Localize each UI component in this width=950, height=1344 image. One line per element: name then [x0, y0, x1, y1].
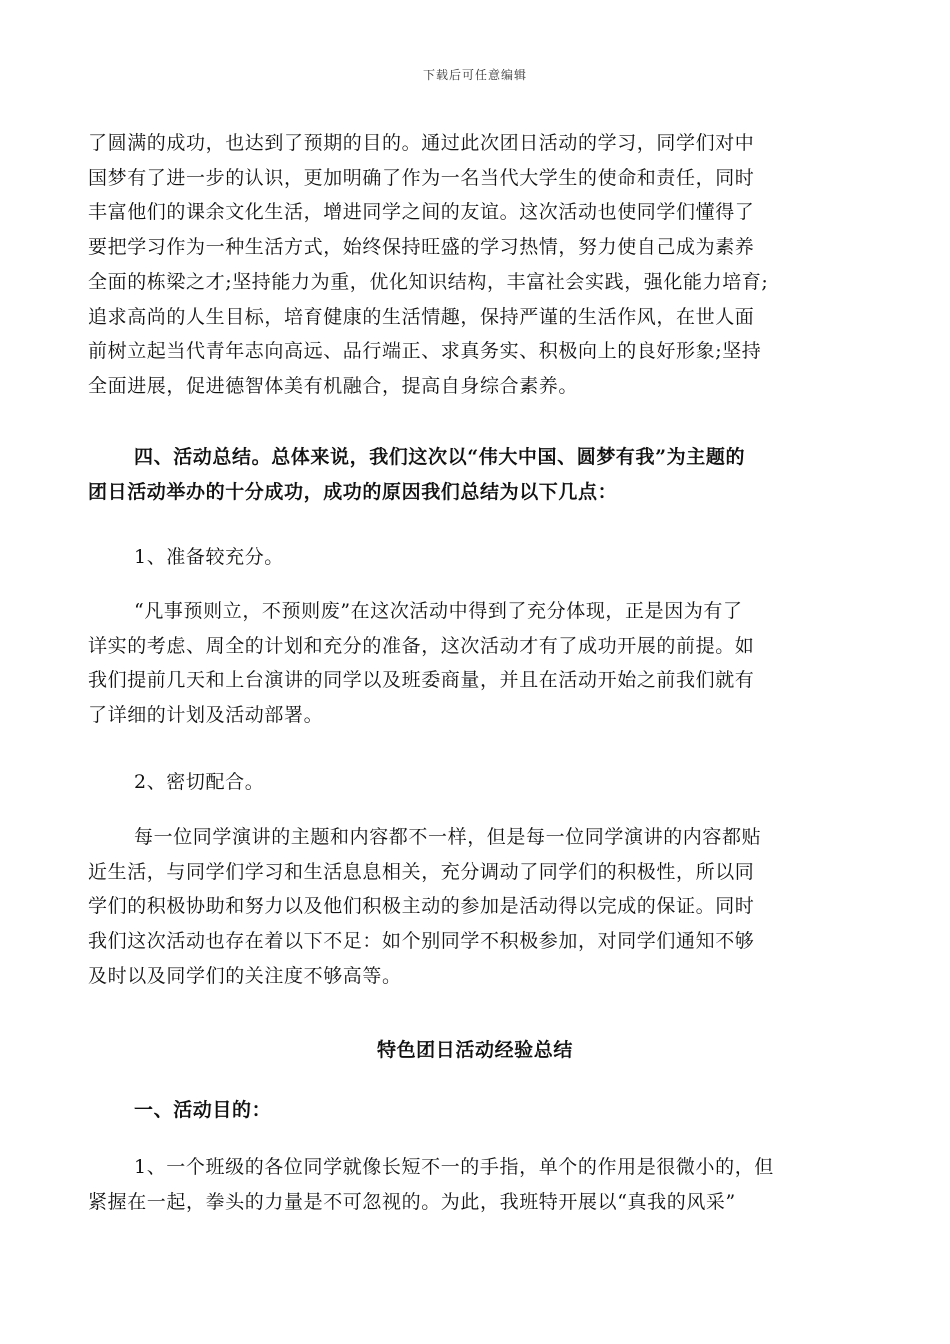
text-line: 了圆满的成功，也达到了预期的目的。通过此次团日活动的学习，同学们对中 — [88, 132, 755, 154]
list-item-2 — [88, 765, 864, 800]
text-line: 及时以及同学们的关注度不够高等。 — [88, 964, 402, 987]
text-line: 近生活，与同学们学习和生活息息相关，充分调动了同学们的积极性，所以同 — [88, 860, 755, 883]
text-line: 了详细的计划及活动部署。 — [88, 704, 324, 727]
text-line: 丰富他们的课余文化生活，增进同学之间的友谊。这次活动也使同学们懂得了 — [88, 201, 755, 224]
text-line: 详实的考虑、周全的计划和充分的准备，这次活动才有了成功开展的前提。如 — [88, 634, 755, 657]
paragraph-preparation — [88, 594, 864, 733]
text-line: 1、准备较充分。 — [134, 546, 284, 568]
list-item-1 — [88, 540, 864, 575]
text-line: 要把学习作为一种生活方式，始终保持旺盛的学习热情，努力使自己成为素养 — [88, 236, 755, 259]
text-line: 学们的积极协助和努力以及他们积极主动的参加是活动得以完成的保证。同时 — [88, 895, 755, 918]
text-line: 1、一个班级的各位同学就像长短不一的手指，单个的作用是很微小的，但 — [134, 1156, 774, 1178]
text-line: 我们这次活动也存在着以下不足：如个别同学不积极参加，对同学们通知不够 — [88, 930, 755, 953]
text-line: 国梦有了进一步的认识，更加明确了作为一名当代大学生的使命和责任，同时 — [88, 166, 755, 189]
text-line: 四、活动总结。总体来说，我们这次以“伟大中国、圆梦有我”为主题的 — [134, 446, 746, 468]
section-title: 特色团日活动经验总结 — [376, 1039, 573, 1061]
section-summary-heading — [88, 440, 864, 509]
text-line: 团日活动举办的十分成功，成功的原因我们总结为以下几点： — [88, 480, 618, 503]
text-line: 追求高尚的人生目标，培育健康的生活情趣，保持严谨的生活作风，在世人面 — [88, 305, 755, 328]
page-header: 下载后可任意编辑 — [422, 68, 527, 82]
text-line: 全面的栋梁之才;坚持能力为重，优化知识结构，丰富社会实践，强化能力培育; — [88, 270, 769, 293]
text-line: 2、密切配合。 — [134, 771, 265, 793]
text-line: 前树立起当代青年志向高远、品行端正、求真务实、积极向上的良好形象;坚持 — [88, 340, 762, 363]
text-line: 一、活动目的： — [134, 1099, 272, 1121]
text-line: 紧握在一起，拳头的力量是不可忽视的。为此，我班特开展以“真我的风采” — [88, 1190, 736, 1213]
text-line: “凡事预则立，不预则废”在这次活动中得到了充分体现，正是因为有了 — [134, 600, 743, 622]
paragraph-1 — [88, 126, 864, 404]
text-line: 全面进展，促进德智体美有机融合，提高自身综合素养。 — [88, 374, 579, 397]
heading-activity-purpose — [88, 1093, 864, 1128]
text-line: 我们提前几天和上台演讲的同学以及班委商量，并且在活动开始之前我们就有 — [88, 669, 755, 692]
text-line: 每一位同学演讲的主题和内容都不一样，但是每一位同学演讲的内容都贴 — [134, 826, 762, 848]
paragraph-purpose — [88, 1150, 864, 1219]
paragraph-cooperation — [88, 820, 864, 994]
